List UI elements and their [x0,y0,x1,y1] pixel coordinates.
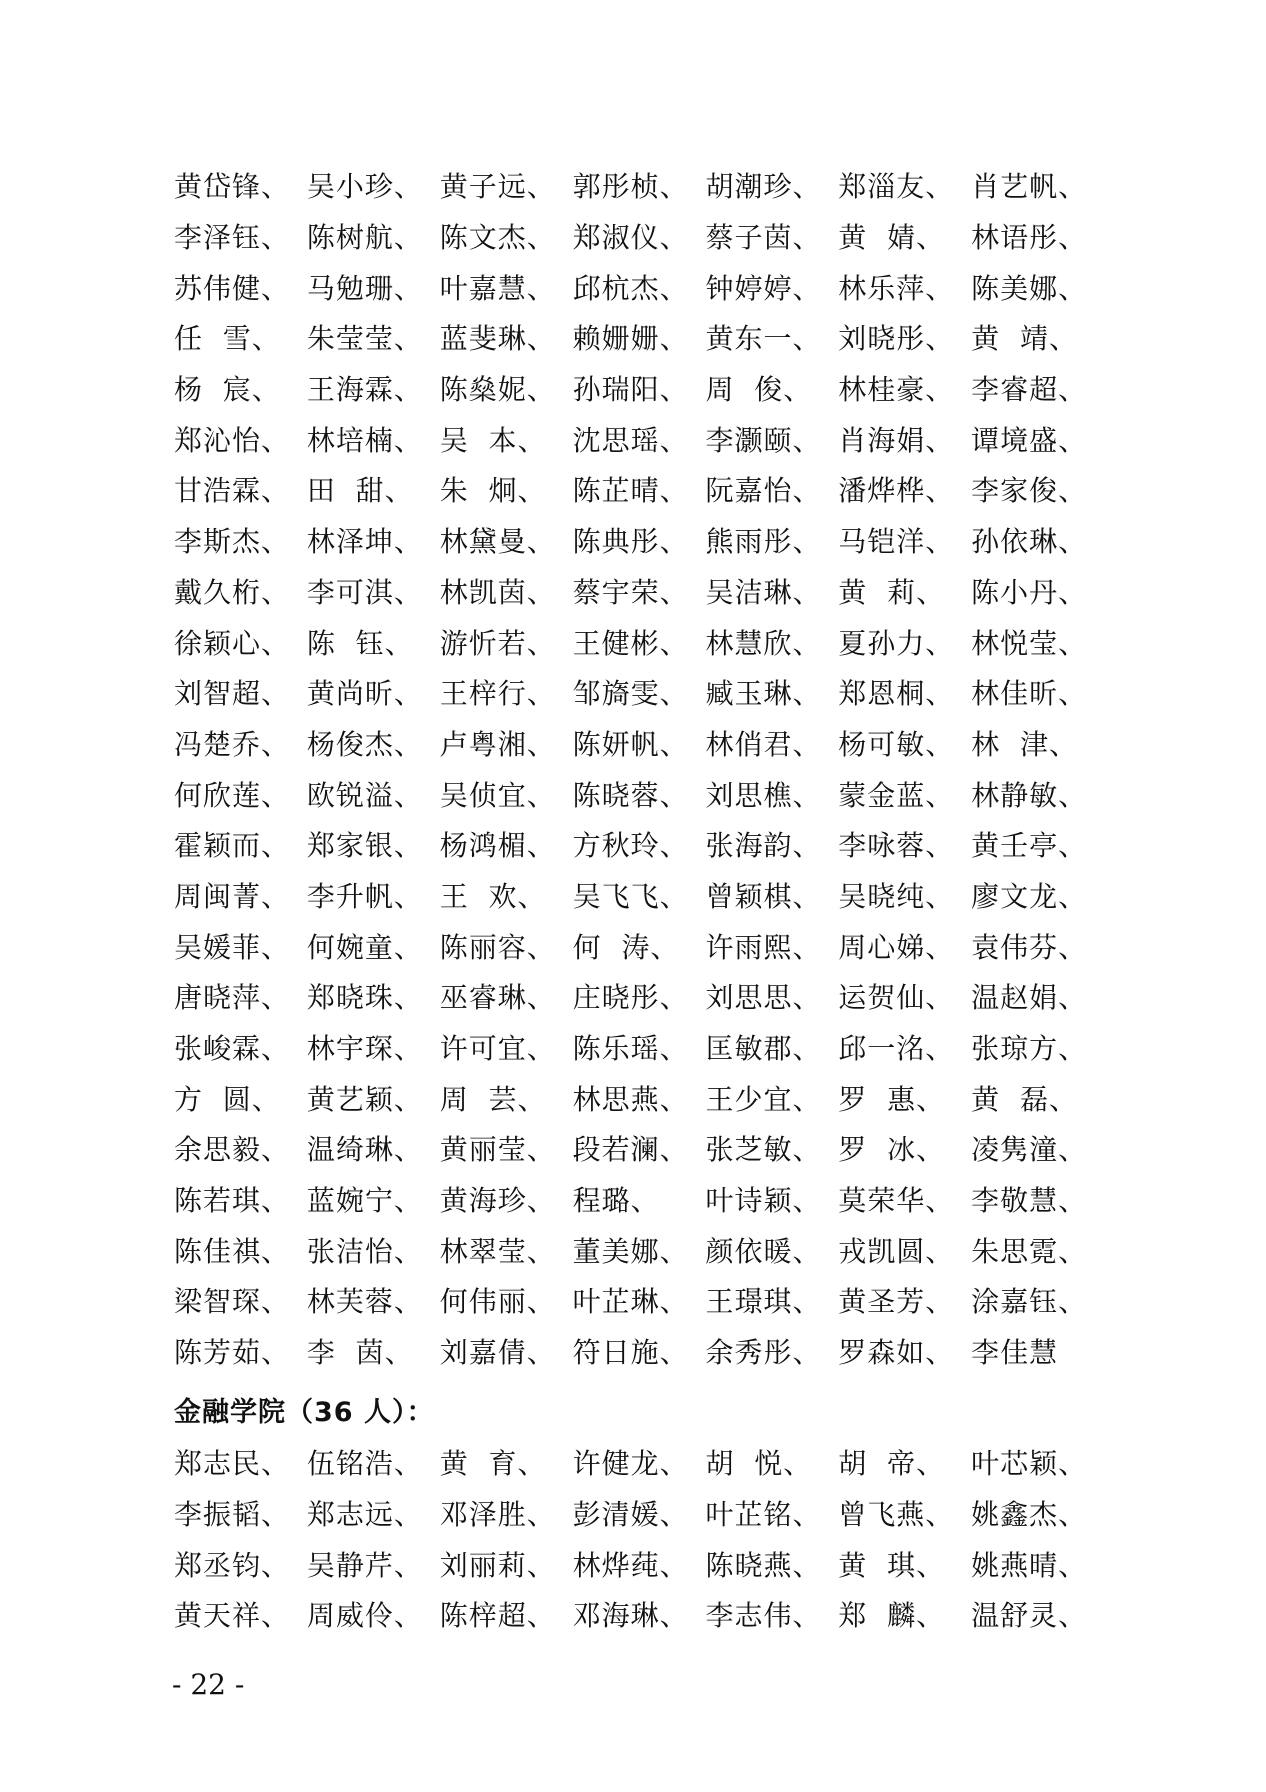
name-row [174,616,1104,667]
name-entry: 陈梓超、 [439,1599,556,1633]
name-entry: 林凯茵、 [439,575,556,609]
name-entry: 郑家银、 [306,829,423,863]
name-entry: 董美娜、 [572,1234,689,1268]
name-entry: 李家俊、 [971,474,1088,508]
name-entry: 吴静芹、 [306,1548,423,1582]
name-entry: 何 涛、 [572,930,680,964]
name-entry: 林悦莹、 [971,626,1088,660]
name-entry: 田 甜、 [306,474,414,508]
name-entry: 郑沁怡、 [174,423,291,457]
name-entry: 张峻霖、 [174,1032,291,1066]
name-entry: 李泽钰、 [174,221,291,255]
name-entry: 林芙蓉、 [306,1285,423,1319]
name-entry: 庄晓彤、 [572,981,689,1015]
name-entry: 黄圣芳、 [838,1285,955,1319]
name-entry: 吴 本、 [439,423,547,457]
name-entry: 邓海琳、 [572,1599,689,1633]
name-entry: 余思毅、 [174,1133,291,1167]
name-entry: 陈燊妮、 [439,373,556,407]
name-entry: 孙依琳、 [971,525,1088,559]
name-entry: 胡潮珍、 [705,170,822,204]
name-entry: 李可淇、 [306,575,423,609]
name-entry: 曾飞燕、 [838,1498,955,1532]
name-entry: 张海韵、 [705,829,822,863]
name-entry: 王海霖、 [306,373,423,407]
name-row [174,261,1104,312]
name-entry: 姚燕晴、 [971,1548,1088,1582]
name-entry: 何伟丽、 [439,1285,556,1319]
name-entry: 唐晓萍、 [174,981,291,1015]
name-entry: 苏伟健、 [174,271,291,305]
name-entry: 黄海珍、 [439,1184,556,1218]
name-entry: 陈典彤、 [572,525,689,559]
name-entry: 朱莹莹、 [306,322,423,356]
name-entry: 涂嘉钰、 [971,1285,1088,1319]
name-row [174,1174,1104,1225]
name-entry: 叶芯颖、 [971,1447,1088,1481]
name-row [174,363,1104,414]
name-entry: 黄艺颖、 [306,1082,423,1116]
name-entry: 任 雪、 [174,322,281,356]
name-entry: 陈佳祺、 [174,1234,291,1268]
name-entry: 陈若琪、 [174,1184,291,1218]
name-entry: 熊雨彤、 [705,525,822,559]
name-entry: 肖海娟、 [838,423,955,457]
name-entry: 黄子远、 [439,170,556,204]
name-entry: 刘丽莉、 [439,1548,556,1582]
name-entry: 郑志远、 [306,1498,423,1532]
name-entry: 刘晓彤、 [838,322,955,356]
name-entry: 黄 磊、 [971,1082,1078,1116]
name-entry: 廖文龙、 [971,879,1088,913]
name-entry: 李敬慧、 [971,1184,1088,1218]
name-entry: 郑淄友、 [838,170,955,204]
name-row [174,1123,1104,1174]
name-entry: 李佳慧 [971,1336,1059,1370]
name-entry: 林佳昕、 [971,677,1088,711]
name-entry: 林静敏、 [971,778,1088,812]
name-entry: 潘烨桦、 [838,474,955,508]
name-entry: 蔡子茵、 [705,221,822,255]
name-entry: 许健龙、 [572,1447,689,1481]
name-entry: 沈思瑶、 [572,423,689,457]
name-entry: 陈晓燕、 [705,1548,822,1582]
name-entry: 凌隽潼、 [971,1133,1088,1167]
name-entry: 杨鸿楣、 [439,829,556,863]
name-entry: 邹旖雯、 [572,677,689,711]
name-entry: 林思燕、 [572,1082,689,1116]
name-entry: 颜依暖、 [705,1234,822,1268]
name-row [174,1072,1104,1123]
name-entry: 蓝婉宁、 [306,1184,423,1218]
name-entry: 王健彬、 [572,626,689,660]
name-entry: 朱思霓、 [971,1234,1088,1268]
name-entry: 罗 冰、 [838,1133,946,1167]
name-row [174,667,1104,718]
name-entry: 马铠洋、 [838,525,955,559]
name-entry: 吴洁琳、 [705,575,822,609]
name-row [174,718,1104,769]
name-entry: 胡 悦、 [705,1447,813,1481]
name-entry: 林俏君、 [705,727,822,761]
name-entry: 李升帆、 [306,879,423,913]
name-entry: 黄壬亭、 [971,829,1088,863]
name-entry: 林语彤、 [971,221,1088,255]
name-row [174,464,1104,515]
name-entry: 叶诗颖、 [705,1184,822,1218]
name-entry: 吴媛菲、 [174,930,291,964]
name-list-continued [174,160,1104,1377]
name-entry: 周 俊、 [705,373,813,407]
name-entry: 林翠莹、 [439,1234,556,1268]
name-entry: 林培楠、 [306,423,423,457]
name-entry: 陈文杰、 [439,221,556,255]
name-entry: 杨可敏、 [838,727,955,761]
name-entry: 梁智琛、 [174,1285,291,1319]
name-entry: 卢粤湘、 [439,727,556,761]
name-entry: 周威伶、 [306,1599,423,1633]
name-entry: 段若澜、 [572,1133,689,1167]
name-entry: 彭清媛、 [572,1498,689,1532]
name-entry: 林泽坤、 [306,525,423,559]
name-entry: 吴侦宜、 [439,778,556,812]
name-entry: 陈小丹、 [971,575,1088,609]
name-entry: 甘浩霖、 [174,474,291,508]
name-entry: 冯楚乔、 [174,727,291,761]
name-entry: 郑志民、 [174,1447,291,1481]
name-entry: 林乐萍、 [838,271,955,305]
name-row [174,566,1104,617]
name-entry: 黄尚昕、 [306,677,423,711]
name-entry: 林宇琛、 [306,1032,423,1066]
name-entry: 张琼方、 [971,1032,1088,1066]
name-entry: 邱杭杰、 [572,271,689,305]
name-entry: 黄 靖、 [971,322,1078,356]
name-list-finance-college [174,1437,1104,1640]
name-entry: 夏孙力、 [838,626,955,660]
name-entry: 王璟琪、 [705,1285,822,1319]
name-entry: 姚鑫杰、 [971,1498,1088,1532]
name-entry: 郑 麟、 [838,1599,946,1633]
name-entry: 方 圆、 [174,1082,281,1116]
name-row [174,1589,1104,1640]
name-entry: 黄 育、 [439,1447,547,1481]
name-entry: 李振韬、 [174,1498,291,1532]
name-entry: 林 津、 [971,727,1078,761]
name-entry: 黄 婧、 [838,221,946,255]
name-entry: 叶嘉慧、 [439,271,556,305]
name-entry: 黄岱锋、 [174,170,291,204]
name-entry: 刘智超、 [174,677,291,711]
name-entry: 陈美娜、 [971,271,1088,305]
name-entry: 何婉童、 [306,930,423,964]
name-entry: 杨 宸、 [174,373,281,407]
name-entry: 袁伟芬、 [971,930,1088,964]
name-entry: 黄天祥、 [174,1599,291,1633]
name-entry: 刘思樵、 [705,778,822,812]
name-entry: 余秀彤、 [705,1336,822,1370]
name-entry: 李志伟、 [705,1599,822,1633]
name-entry: 欧锐溢、 [306,778,423,812]
name-row [174,819,1104,870]
name-entry: 钟婷婷、 [705,271,822,305]
name-entry: 程璐、 [572,1184,660,1218]
name-entry: 陈乐瑶、 [572,1032,689,1066]
name-entry: 运贺仙、 [838,981,955,1015]
name-row [174,211,1104,262]
name-entry: 朱 炯、 [439,474,547,508]
name-row [174,515,1104,566]
name-entry: 何欣莲、 [174,778,291,812]
name-entry: 许雨熙、 [705,930,822,964]
name-entry: 郑丞钧、 [174,1548,291,1582]
name-entry: 叶芷铭、 [705,1498,822,1532]
name-entry: 黄 琪、 [838,1548,946,1582]
name-entry: 周 芸、 [439,1082,547,1116]
name-entry: 许可宜、 [439,1032,556,1066]
name-entry: 游忻若、 [439,626,556,660]
name-entry: 刘思思、 [705,981,822,1015]
name-entry: 戴久桁、 [174,575,291,609]
name-entry: 郭彤桢、 [572,170,689,204]
name-entry: 陈芷晴、 [572,474,689,508]
name-entry: 胡 帝、 [838,1447,946,1481]
name-entry: 黄 莉、 [838,575,946,609]
name-entry: 郑晓珠、 [306,981,423,1015]
name-entry: 黄丽莹、 [439,1133,556,1167]
name-row [174,1275,1104,1326]
name-entry: 李灏颐、 [705,423,822,457]
name-row [174,160,1104,211]
name-entry: 吴小珍、 [306,170,423,204]
name-row [174,1538,1104,1589]
name-row [174,768,1104,819]
name-row [174,413,1104,464]
name-entry: 刘嘉倩、 [439,1336,556,1370]
name-entry: 邓泽胜、 [439,1498,556,1532]
name-entry: 郑恩桐、 [838,677,955,711]
name-entry: 巫睿琳、 [439,981,556,1015]
name-entry: 陈丽容、 [439,930,556,964]
name-entry: 戎凯圆、 [838,1234,955,1268]
name-row [174,870,1104,921]
name-entry: 温赵娟、 [971,981,1088,1015]
name-entry: 陈树航、 [306,221,423,255]
name-entry: 孙瑞阳、 [572,373,689,407]
name-entry: 李咏蓉、 [838,829,955,863]
name-entry: 阮嘉怡、 [705,474,822,508]
name-entry: 吴晓纯、 [838,879,955,913]
name-entry: 霍颖而、 [174,829,291,863]
name-row [174,971,1104,1022]
name-entry: 叶芷琳、 [572,1285,689,1319]
name-entry: 蒙金蓝、 [838,778,955,812]
name-entry: 郑淑仪、 [572,221,689,255]
name-entry: 臧玉琳、 [705,677,822,711]
name-entry: 徐颖心、 [174,626,291,660]
name-entry: 肖艺帆、 [971,170,1088,204]
name-entry: 黄东一、 [705,322,822,356]
name-entry: 谭境盛、 [971,423,1088,457]
name-entry: 方秋玲、 [572,829,689,863]
name-entry: 张芝敏、 [705,1133,822,1167]
name-entry: 符日施、 [572,1336,689,1370]
name-entry: 王梓行、 [439,677,556,711]
name-entry: 林慧欣、 [705,626,822,660]
name-entry: 匡敏郡、 [705,1032,822,1066]
name-entry: 伍铭浩、 [306,1447,423,1481]
name-entry: 赖姗姗、 [572,322,689,356]
name-entry: 王少宜、 [705,1082,822,1116]
name-row [174,1022,1104,1073]
name-entry: 马勉珊、 [306,271,423,305]
name-entry: 罗森如、 [838,1336,955,1370]
name-entry: 吴飞飞、 [572,879,689,913]
name-entry: 蔡宇荣、 [572,575,689,609]
name-entry: 陈晓蓉、 [572,778,689,812]
name-entry: 温舒灵、 [971,1599,1088,1633]
name-entry: 蓝斐琳、 [439,322,556,356]
name-entry: 陈妍帆、 [572,727,689,761]
page-number: - 22 - [172,1668,245,1701]
name-entry: 莫荣华、 [838,1184,955,1218]
name-entry: 林黛曼、 [439,525,556,559]
name-row [174,920,1104,971]
name-entry: 曾颖棋、 [705,879,822,913]
name-entry: 李斯杰、 [174,525,291,559]
name-entry: 林桂豪、 [838,373,955,407]
name-entry: 邱一洺、 [838,1032,955,1066]
name-entry: 李睿超、 [971,373,1088,407]
name-entry: 周心娣、 [838,930,955,964]
name-entry: 张洁怡、 [306,1234,423,1268]
name-entry: 杨俊杰、 [306,727,423,761]
name-row [174,1224,1104,1275]
section-heading: 金融学院（36 人）： [174,1397,435,1428]
name-row [174,312,1104,363]
name-entry: 陈 钰、 [306,626,414,660]
name-entry: 罗 惠、 [838,1082,946,1116]
name-entry: 陈芳茹、 [174,1336,291,1370]
name-entry: 周闽菁、 [174,879,291,913]
name-entry: 王 欢、 [439,879,547,913]
name-row [174,1437,1104,1488]
name-entry: 温绮琳、 [306,1133,423,1167]
name-row [174,1488,1104,1539]
name-row [174,1326,1104,1377]
name-entry: 李 茵、 [306,1336,414,1370]
name-entry: 林烨莼、 [572,1548,689,1582]
